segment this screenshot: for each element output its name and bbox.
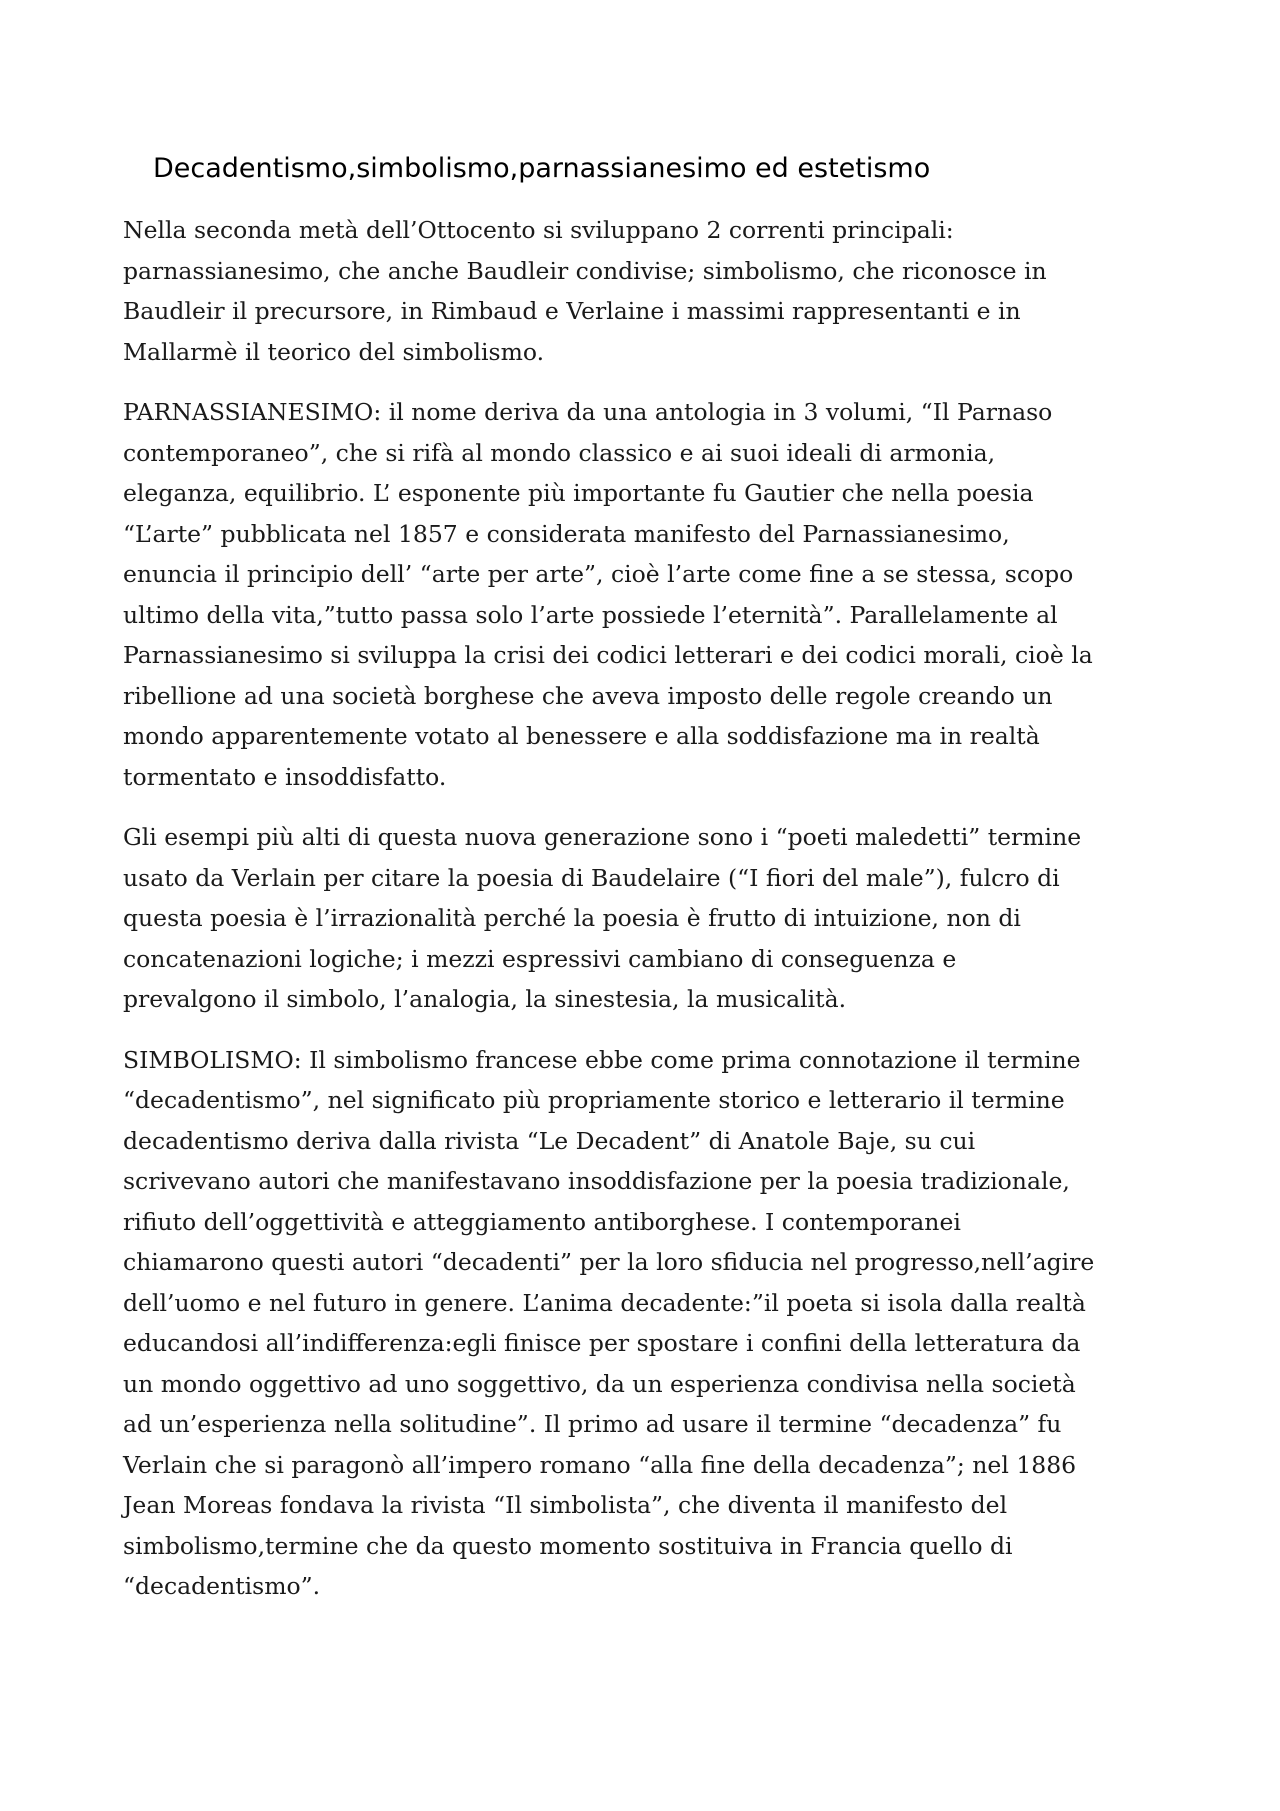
document-title: Decadentismo,simbolismo,parnassianesimo ed estetismo	[153, 153, 931, 184]
paragraph-poeti-maledetti: Gli esempi più alti di questa nuova generazione sono i “poeti maledetti” termine usato da Verlain per citare la poesia di Baudelaire (“I fiori del male”), fulcro di questa poesia è l’irrazionalità perché la poesia è frutto di intuizione, non di concatenazioni logiche; i mezzi espressivi cambiano di conseguenza e prevalgono il simbolo, l’analogia, la sinestesia, la musicalità.	[123, 823, 1082, 1013]
document-body	[123, 210, 1168, 1627]
paragraph-intro: Nella seconda metà dell’Ottocento si sviluppano 2 correnti principali: parnassianesimo, che anche Baudleir condivise; simbolismo, che riconosce in Baudleir il precursore, in Rimbaud e Verlaine i massimi rappresentanti e in Mallarmè il teorico del simbolismo.	[123, 216, 1047, 366]
paragraph-parnassianesimo: PARNASSIANESIMO: il nome deriva da una antologia in 3 volumi, “Il Parnaso contemporaneo”, che si rifà al mondo classico e ai suoi ideali di armonia, eleganza, equilibrio. L’ esponente più importante fu Gautier che nella poesia “L’arte” pubblicata nel 1857 e considerata manifesto del Parnassianesimo, enuncia il principio dell’ “arte per arte”, cioè l’arte come fine a se stessa, scopo ultimo della vita,”tutto passa solo l’arte possiede l’eternità”. Parallelamente al Parnassianesimo si sviluppa la crisi dei codici letterari e dei codici morali, cioè la ribellione ad una società borghese che aveva imposto delle regole creando un mondo apparentemente votato al benessere e alla soddisfazione ma in realtà tormentato e insoddisfatto.	[123, 398, 1093, 791]
paragraph-simbolismo: SIMBOLISMO: Il simbolismo francese ebbe come prima connotazione il termine “decadentismo”, nel significato più propriamente storico e letterario il termine decadentismo deriva dalla rivista “Le Decadent” di Anatole Baje, su cui scrivevano autori che manifestavano insoddisfazione per la poesia tradizionale, rifiuto dell’oggettività e atteggiamento antiborghese. I contemporanei chiamarono questi autori “decadenti” per la loro sfiducia nel progresso,nell’agire dell’uomo e nel futuro in genere. L’anima decadente:”il poeta si isola dalla realtà educandosi all’indifferenza:egli finisce per spostare i confini della letteratura da un mondo oggettivo ad uno soggettivo, da un esperienza condivisa nella società ad un’esperienza nella solitudine”. Il primo ad usare il termine “decadenza” fu Verlain che si paragonò all’impero romano “alla fine della decadenza”; nel 1886 Jean Moreas fondava la rivista “Il simbolista”, che diventa il manifesto del simbolismo,termine che da questo momento sostituiva in Francia quello di “decadentismo”.	[123, 1045, 1095, 1600]
